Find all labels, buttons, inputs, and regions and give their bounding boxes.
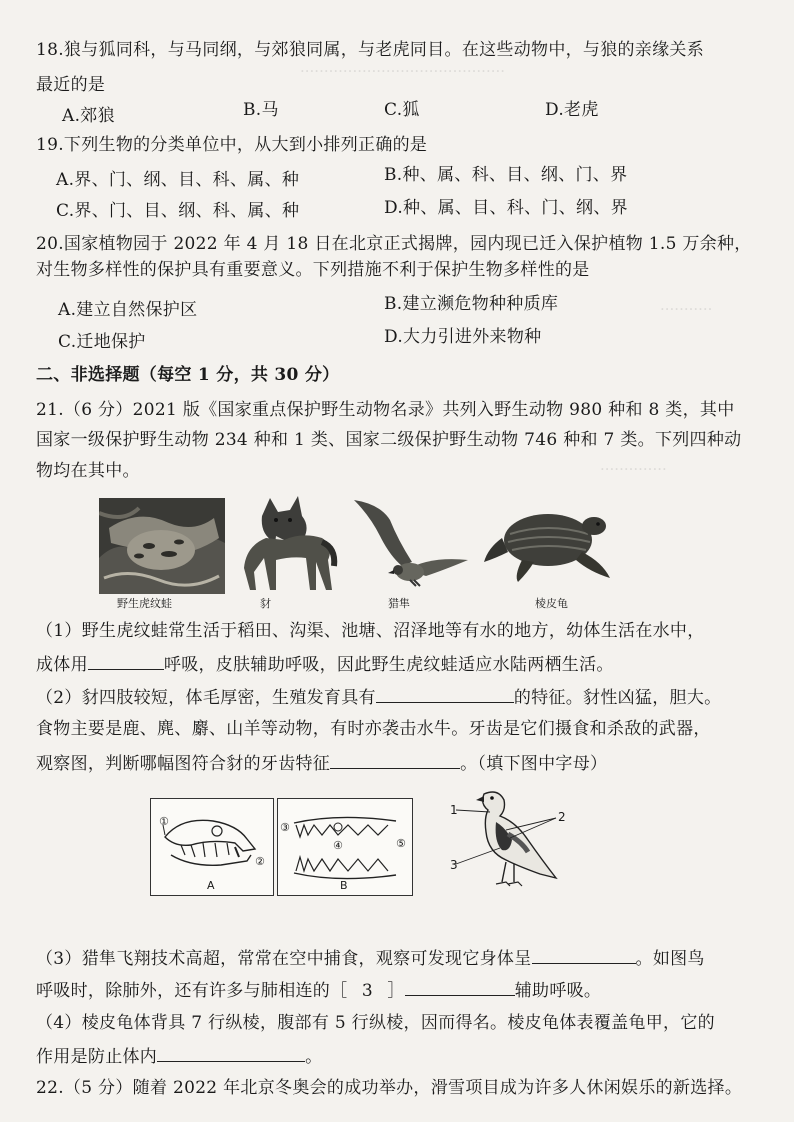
bird-label-3: 3 xyxy=(450,858,458,872)
caption-dhole: 豺 xyxy=(260,597,271,610)
q20-stem-line1: 20.国家植物园于 2022 年 4 月 18 日在北京正式揭牌，园内现已迁入保护植物 1.5 万余种， xyxy=(36,234,752,254)
q18-option-b: B.马 xyxy=(243,100,279,120)
section2-title: 二、非选择题（每空 1 分，共 30 分） xyxy=(36,365,340,385)
figure-label-n2: ② xyxy=(255,855,265,868)
leatherback-turtle-photo xyxy=(482,500,612,584)
q21-part1-line2 xyxy=(36,651,614,677)
caption-leatherback-turtle: 棱皮龟 xyxy=(535,597,568,610)
caption-saker-falcon: 猎隼 xyxy=(388,597,410,610)
q21-stem-line3: 物均在其中。 xyxy=(36,461,140,481)
q19-option-d: D.种、属、目、科、门、纲、界 xyxy=(384,198,628,218)
q21-part3-line2 xyxy=(36,977,601,1003)
q21-part4-line2 xyxy=(36,1043,322,1069)
q21-stem-line1: 21.（6 分）2021 版《国家重点保护野生动物名录》共列入野生动物 980 种和 8 类，其中 xyxy=(36,400,735,420)
q21-part3-text-pre2: 呼吸时，除肺外，还有许多与肺相连的［ xyxy=(36,981,348,1001)
q21-part3-text-post: 。如图鸟 xyxy=(635,949,705,969)
q21-part4-text-pre: 作用是防止体内 xyxy=(36,1047,158,1067)
q18-stem-line1: 18.狼与狐同科，与马同纲，与郊狼同属，与老虎同目。在这些动物中，与狼的亲缘关系 xyxy=(36,40,705,60)
q21-part2-text-post2: 。（填下图中字母） xyxy=(460,754,608,774)
answer-blank-4[interactable] xyxy=(532,945,636,964)
q21-part3-text-pre: （3）猎隼飞翔技术高超，常常在空中捕食，观察可发现它身体呈 xyxy=(36,949,532,969)
q21-part2-text-pre: （2）豺四肢较短，体毛厚密，生殖发育具有 xyxy=(36,688,376,708)
q21-part4-line1: （4）棱皮龟体背具 7 行纵棱，腹部有 5 行纵棱，因而得名。棱皮龟体表覆盖龟甲，它的 xyxy=(36,1013,715,1033)
figure-label-b: B xyxy=(340,879,348,892)
dhole-photo xyxy=(236,486,340,594)
bleed-through-text: ·············· xyxy=(600,460,667,478)
answer-blank-1[interactable] xyxy=(88,651,164,670)
q21-part2-line1 xyxy=(36,684,721,710)
q19-option-b: B.种、属、科、目、纲、门、界 xyxy=(384,165,628,185)
q20-option-a: A.建立自然保护区 xyxy=(58,300,198,320)
q19-option-c: C.界、门、目、纲、科、属、种 xyxy=(56,201,300,221)
answer-blank-5[interactable] xyxy=(405,977,515,996)
figure-label-n3: ③ xyxy=(280,821,290,834)
q20-option-c: C.迁地保护 xyxy=(58,332,146,352)
bird-respiration-figure xyxy=(444,782,594,892)
q22-stem-line1: 22.（5 分）随着 2022 年北京冬奥会的成功举办，滑雪项目成为许多人休闲娱乐的新选择。 xyxy=(36,1078,743,1098)
q18-stem-line2: 最近的是 xyxy=(36,75,106,95)
q21-part3-text-post2: 辅助呼吸。 xyxy=(514,981,602,1001)
saker-falcon-photo xyxy=(350,496,470,588)
answer-blank-2[interactable] xyxy=(376,684,514,703)
q21-part3-bracket-close: ］ xyxy=(387,981,405,1001)
figure-label-a: A xyxy=(207,879,215,892)
q20-option-b: B.建立濒危物种种质库 xyxy=(384,294,559,314)
q19-stem: 19.下列生物的分类单位中，从大到小排列正确的是 xyxy=(36,135,428,155)
q21-part1-text-pre: 成体用 xyxy=(36,655,88,675)
q21-part2-text-pre2: 观察图，判断哪幅图符合豺的牙齿特征 xyxy=(36,754,331,774)
bird-label-2: 2 xyxy=(558,810,566,824)
figure-b-teeth xyxy=(277,798,413,896)
q21-part2-text-post: 的特征。豺性凶猛，胆大。 xyxy=(513,688,722,708)
answer-blank-6[interactable] xyxy=(157,1043,305,1062)
caption-tiger-frog: 野生虎纹蛙 xyxy=(117,597,172,610)
q21-part1-line1: （1）野生虎纹蛙常生活于稻田、沟渠、池塘、沼泽地等有水的地方，幼体生活在水中， xyxy=(36,621,705,641)
q20-option-d: D.大力引进外来物种 xyxy=(384,327,542,347)
q18-option-d: D.老虎 xyxy=(545,100,599,120)
bleed-through-text: ··········································· xyxy=(300,62,506,80)
bracket-number: 3 xyxy=(361,981,373,1001)
q20-stem-line2: 对生物多样性的保护具有重要意义。下列措施不利于保护生物多样性的是 xyxy=(36,260,590,280)
q21-part1-text-post: 呼吸，皮肤辅助呼吸，因此野生虎纹蛙适应水陆两栖生活。 xyxy=(163,655,614,675)
q21-part4-text-post: 。 xyxy=(305,1047,323,1067)
q18-option-c: C.狐 xyxy=(384,100,420,120)
tiger-frog-photo xyxy=(99,498,225,594)
q21-part2-line2: 食物主要是鹿、麂、麝、山羊等动物，有时亦袭击水牛。牙齿是它们摄食和杀敌的武器， xyxy=(36,719,711,739)
bleed-through-text: ··········· xyxy=(660,300,713,318)
figure-label-n5: ⑤ xyxy=(396,837,406,850)
bird-label-1: 1 xyxy=(450,803,458,817)
figure-label-n1: ① xyxy=(159,815,169,828)
answer-blank-3[interactable] xyxy=(330,750,460,769)
q18-option-a: A.郊狼 xyxy=(62,106,115,126)
q21-part3-line1 xyxy=(36,945,705,971)
q21-stem-line2: 国家一级保护野生动物 234 种和 1 类、国家二级保护野生动物 746 种和 7 类。下列四种动 xyxy=(36,430,742,450)
figure-label-n4: ④ xyxy=(333,839,343,852)
figure-a-skull xyxy=(150,798,274,896)
q19-option-a: A.界、门、纲、目、科、属、种 xyxy=(56,170,300,190)
q21-part2-line3 xyxy=(36,750,607,776)
